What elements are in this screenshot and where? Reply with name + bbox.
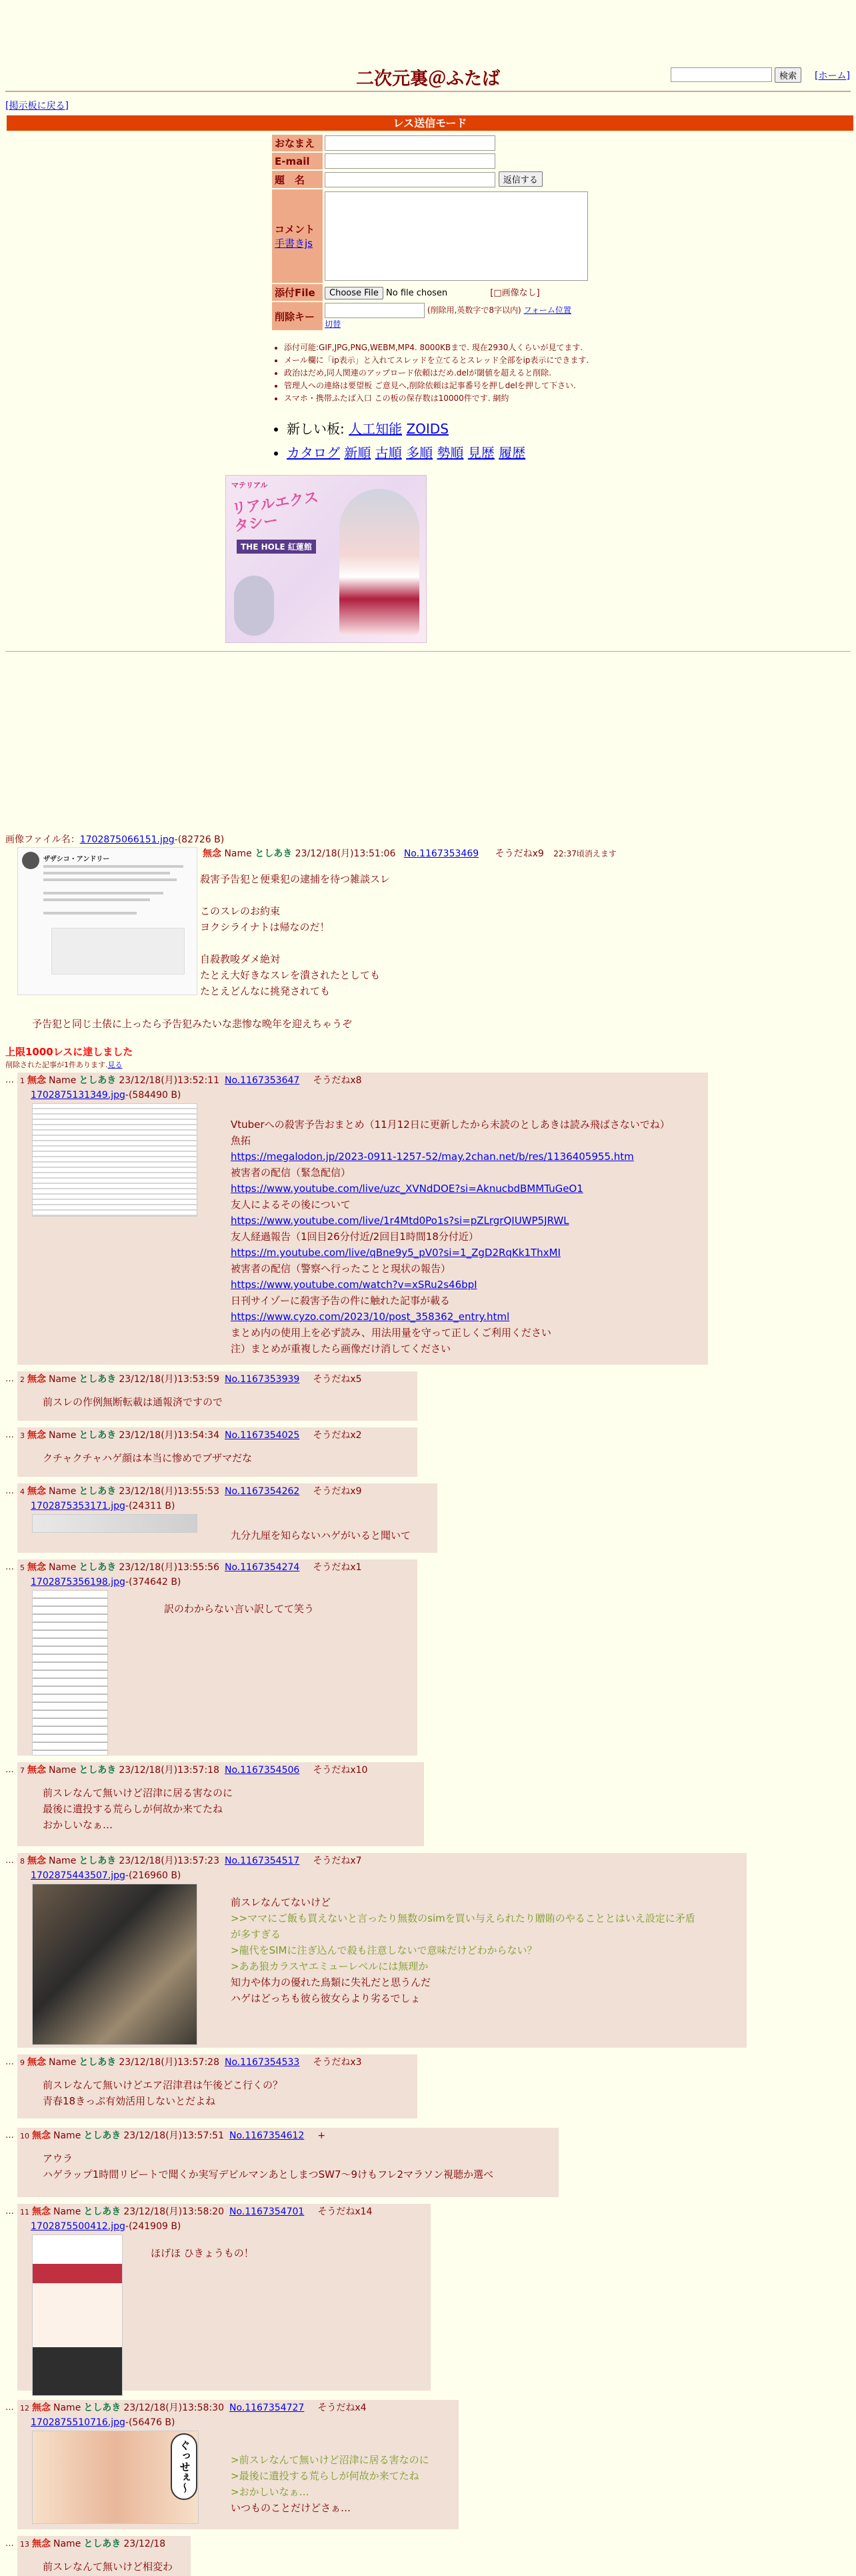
post-number[interactable]: No.1167354517 — [225, 1856, 300, 1866]
reply-index: 9 — [20, 2058, 25, 2067]
post-form — [271, 133, 590, 332]
reply-post — [17, 1371, 417, 1421]
reply-header — [20, 2401, 367, 2415]
reply-indent: … — [5, 2403, 14, 2413]
reply-body — [164, 1601, 314, 1617]
name-label: Name — [53, 2539, 81, 2549]
op-header — [203, 847, 617, 860]
soudane-button[interactable]: そうだねx5 — [313, 1374, 362, 1385]
reply-line: Vtuberへの殺害予告おまとめ（11月12日に更新したから未読のとしあきは読み飛ばさないでね） — [231, 1119, 670, 1131]
reply-post — [17, 1559, 417, 1756]
name-label: Name — [49, 1562, 77, 1573]
nav-momentum[interactable]: 勢順 — [437, 445, 464, 461]
reply-url-link[interactable]: https://m.youtube.com/live/qBne9y5_pV0?si=1_ZgD2RqKk1ThxMI — [231, 1247, 561, 1259]
reply-post — [17, 1762, 424, 1846]
reply-indent: … — [5, 1856, 14, 1866]
reply-post — [17, 2054, 417, 2118]
reply-file-size: -(241909 B) — [125, 2221, 181, 2232]
reply-body — [231, 2452, 429, 2516]
nav-history[interactable]: 履歴 — [499, 445, 526, 461]
delete-key-note: (削除用,英数字で8字以内) — [427, 305, 521, 315]
file-label: 添付File — [272, 284, 323, 301]
reply-post — [17, 2204, 431, 2391]
email-label: E-mail — [272, 153, 323, 169]
nav-oldest[interactable]: 古順 — [375, 445, 402, 461]
choose-file-button[interactable]: Choose File — [325, 287, 383, 299]
reply-line: 青春18きっぷ有効活用しないとだよね — [43, 2095, 216, 2107]
post-date: 23/12/18(月)13:52:11 — [119, 1075, 219, 1086]
post-number[interactable]: No.1167354025 — [225, 1430, 300, 1441]
post-date: 23/12/18(月)13:57:23 — [119, 1856, 219, 1866]
post-author: としあき — [79, 1486, 117, 1497]
reply-body — [151, 2245, 254, 2261]
op-file-link[interactable]: 1702875066151.jpg — [79, 834, 175, 845]
nav-viewed[interactable]: 見歴 — [467, 445, 495, 461]
reply-line: クチャクチャハゲ顔は本当に惨めでブザマだな — [43, 1452, 253, 1464]
subject-input[interactable] — [325, 172, 495, 187]
post-number[interactable]: No.1167354262 — [225, 1486, 300, 1497]
rule-item: • 添付可能:GIF,JPG,PNG,WEBM,MP4. 8000KBまで. 現在2930人くらいが見てます. — [284, 342, 589, 354]
op-line: たとえどんなに挑発されても — [200, 985, 331, 997]
reply-line: 友人経過報告（1回目26分付近/2回目1時間18分付近） — [231, 1231, 479, 1243]
post-subject: 無念 — [27, 1562, 46, 1573]
post-date: 23/12/18 — [123, 2539, 166, 2549]
nav-most[interactable]: 多順 — [406, 445, 433, 461]
op-line: 殺害予告犯と便乗犯の逮捕を待つ雑談スレ — [200, 873, 391, 885]
post-date: 23/12/18(月)13:55:56 — [119, 1562, 219, 1573]
quote-line: >前スレなんて無いけど沼津に居る害なのに — [231, 2454, 429, 2466]
reply-line: ハゲはどっちも彼ら彼女らより劣るでしょ — [231, 1992, 421, 2004]
post-author: としあき — [79, 1075, 117, 1086]
reply-file-info — [31, 1499, 175, 1513]
name-label: Name — [53, 2206, 81, 2217]
soudane-button[interactable]: そうだねx1 — [313, 1562, 362, 1573]
post-number[interactable]: No.1167353469 — [403, 848, 479, 859]
reply-line: 前スレなんて無いけど相変わ — [43, 2561, 173, 2573]
name-label: Name — [49, 1430, 77, 1441]
op-trailing-line: 予告犯と同じ土俵に上ったら予告犯みたいな悲惨な晩年を迎えちゃうぞ — [32, 1018, 353, 1030]
soudane-button[interactable]: そうだねx2 — [313, 1430, 362, 1441]
reply-body — [43, 1450, 252, 1466]
reply-url-link[interactable]: https://www.youtube.com/live/uzc_XVNdDOE?si=AknucbdBMMTuGeO1 — [231, 1183, 583, 1195]
reply-file-link[interactable]: 1702875500412.jpg — [31, 2221, 125, 2232]
reply-indent: … — [5, 2539, 14, 2549]
name-label: Name — [53, 2403, 81, 2413]
board-rules — [273, 342, 589, 405]
reply-index: 1 — [20, 1077, 25, 1085]
ad-tag: マテリアル — [231, 481, 268, 490]
reply-line: 友人によるその後について — [231, 1199, 351, 1211]
post-subject: 無念 — [27, 1075, 46, 1086]
reply-line: 九分九厘を知らないハゲがいると聞いて — [231, 1529, 411, 1541]
post-number[interactable]: No.1167354701 — [229, 2206, 305, 2217]
reply-indent: … — [5, 2130, 14, 2140]
reply-body — [43, 2559, 173, 2575]
post-date: 23/12/18(月)13:54:34 — [119, 1430, 219, 1441]
reply-post — [17, 1427, 417, 1477]
post-subject: 無念 — [203, 848, 221, 859]
divider — [5, 91, 851, 92]
reply-index: 12 — [20, 2404, 29, 2413]
post-number[interactable]: No.1167354727 — [229, 2403, 305, 2413]
reply-post — [17, 1853, 747, 2048]
ad-product — [234, 576, 274, 636]
rule-item: • スマホ・携帯ふたば入口 この板の保存数は10000件です. 網約 — [284, 392, 589, 405]
reply-line: アウラ — [43, 2152, 73, 2164]
reply-body — [231, 1527, 411, 1543]
reply-post — [17, 1483, 437, 1553]
subject-label: 題 名 — [272, 171, 323, 188]
reply-index: 10 — [20, 2132, 29, 2140]
quote-line: が多すぎる — [231, 1928, 281, 1940]
post-subject: 無念 — [27, 1374, 46, 1385]
ad-logo: リアルエクスタシー — [231, 489, 320, 536]
op-file-info — [5, 832, 224, 846]
name-label: Name — [49, 2057, 77, 2068]
reply-line: 知力や体力の優れた鳥類に失礼だと思うんだ — [231, 1976, 431, 1988]
soudane-button[interactable]: そうだねx9 — [495, 848, 544, 859]
name-label: Name — [49, 1075, 77, 1086]
divider — [5, 651, 851, 652]
reply-body — [43, 1394, 223, 1410]
reply-line: ほげほ ひきょうもの！ — [151, 2247, 254, 2259]
submit-reply-button[interactable]: 返信する — [499, 171, 543, 187]
quote-line: >ああ狼カラスヤエミューレベルには無理か — [231, 1960, 429, 1972]
name-label: Name — [49, 1765, 77, 1776]
reply-indent: … — [5, 1430, 14, 1440]
reply-file-link[interactable]: 1702875443507.jpg — [31, 1870, 125, 1881]
op-file-label: 画像ファイル名： — [5, 834, 80, 845]
reply-index: 3 — [20, 1431, 25, 1440]
reply-indent: … — [5, 1562, 14, 1572]
reply-indent: … — [5, 1486, 14, 1496]
post-number[interactable]: No.1167353647 — [225, 1075, 300, 1086]
reply-header — [20, 2205, 372, 2219]
reply-image[interactable] — [32, 1590, 108, 1756]
rule-item: • 政治はだめ,同人関連のアップロード依頼はだめ.delが閾値を超えると削除. — [284, 367, 589, 380]
post-number[interactable]: No.1167354274 — [225, 1562, 300, 1573]
reply-file-size: -(56476 B) — [125, 2417, 175, 2428]
post-subject: 無念 — [27, 2057, 46, 2068]
back-to-board-link[interactable]: [掲示板に戻る] — [5, 101, 69, 111]
reply-header — [20, 1074, 362, 1088]
reply-index: 2 — [20, 1375, 25, 1384]
name-label: Name — [49, 1374, 77, 1385]
reply-file-link[interactable]: 1702875131349.jpg — [31, 1090, 125, 1101]
reply-file-info — [31, 1575, 181, 1589]
soudane-button[interactable]: そうだねx9 — [313, 1486, 362, 1497]
reply-header — [20, 2129, 325, 2143]
op-file-size: -(82726 B) — [174, 834, 225, 845]
post-number[interactable]: No.1167354612 — [229, 2130, 305, 2141]
reply-line: いつものことだけどさぁ… — [231, 2502, 351, 2514]
reply-mode-bar: レス送信モード — [7, 115, 853, 131]
post-date: 23/12/18(月)13:57:18 — [119, 1765, 219, 1776]
quote-line: >最後に遺投する荒らしが何故か来てたね — [231, 2470, 419, 2482]
reply-line: 前スレの作例無断転載は通報済ですので — [43, 1396, 223, 1408]
new-boards-label: 新しい板: — [287, 421, 345, 437]
post-author: としあき — [79, 1430, 117, 1441]
reply-file-info — [31, 1089, 181, 1102]
soudane-button[interactable]: そうだねx3 — [313, 2057, 362, 2068]
reply-url-link[interactable]: https://www.youtube.com/live/1r4Mtd0Po1s?si=pZLrgrQIUWP5JRWL — [231, 1215, 569, 1227]
reply-post — [17, 1073, 708, 1365]
post-date: 23/12/18(月)13:58:30 — [123, 2403, 224, 2413]
form-position-link[interactable]: フォーム位置 — [523, 305, 571, 315]
nav-newest[interactable]: 新順 — [344, 445, 371, 461]
ad-banner[interactable] — [225, 475, 427, 643]
reply-index: 11 — [20, 2208, 29, 2216]
post-author: としあき — [79, 1856, 117, 1866]
post-date: 23/12/18(月)13:51:06 — [295, 848, 396, 859]
reply-line: 魚拓 — [231, 1135, 251, 1147]
switch-link[interactable]: 切替 — [325, 319, 341, 329]
reply-header — [20, 1561, 362, 1575]
quote-line: >おかしいなぁ… — [231, 2486, 309, 2498]
post-author: としあき — [79, 1374, 117, 1385]
post-date: 23/12/18(月)13:57:51 — [123, 2130, 224, 2141]
quote-line: >龍代をSIMに注ぎ込んで殺も注意しないで意味だけどわからない？ — [231, 1944, 537, 1956]
reply-url-link[interactable]: https://www.youtube.com/watch?v=xSRu2s46bpI — [231, 1279, 477, 1291]
reply-indent: … — [5, 1765, 14, 1775]
reply-url-link[interactable]: https://megalodon.jp/2023-0911-1257-52/may.2chan.net/b/res/1136405955.htm — [231, 1151, 634, 1163]
soudane-button[interactable]: そうだねx10 — [313, 1765, 368, 1776]
reply-file-size: -(216960 B) — [125, 1870, 181, 1881]
post-author: としあき — [79, 1562, 117, 1573]
board-link-ai[interactable]: 人工知能 — [349, 421, 403, 437]
post-subject: 無念 — [27, 1856, 46, 1866]
reply-index: 5 — [20, 1563, 25, 1572]
reply-image[interactable] — [32, 1103, 197, 1217]
rule-item: • 管理人への連絡は要望板 ご意見へ,削除依頼は記事番号を押しdelを押して下さい. — [284, 380, 589, 392]
post-author: としあき — [83, 2539, 121, 2549]
reply-header — [20, 2056, 362, 2070]
reply-file-size: -(584490 B) — [125, 1090, 181, 1101]
delete-key-input[interactable] — [325, 303, 425, 318]
reply-line: ハゲラップ1時間リピートで聞くか実写デビルマンあとしまつSW7〜9けもフレ2マラソン視聴か選べ — [43, 2168, 494, 2180]
reply-body — [43, 2077, 283, 2109]
reply-body — [43, 1785, 233, 1833]
speech-bubble: ぐっせぇ〜 — [171, 2433, 197, 2500]
soudane-button[interactable]: + — [317, 2130, 326, 2141]
soudane-button[interactable]: そうだねx7 — [313, 1856, 362, 1866]
reply-url-link[interactable]: https://www.cyzo.com/2023/10/post_358362_entry.html — [231, 1311, 510, 1323]
post-date: 23/12/18(月)13:58:20 — [123, 2206, 224, 2217]
board-link-zoids[interactable]: ZOIDS — [406, 421, 449, 437]
post-author: としあき — [83, 2403, 121, 2413]
reply-post — [17, 2536, 191, 2576]
reply-header — [20, 1429, 362, 1443]
reply-line: おかしいなぁ… — [43, 1819, 113, 1831]
comment-label: コメント — [275, 223, 315, 235]
reply-body — [43, 2150, 493, 2182]
reply-line: まとめ内の使用上を必ず読み、用法用量を守って正しくご利用ください — [231, 1327, 551, 1339]
name-input[interactable] — [325, 135, 495, 151]
reply-line: 前スレなんてないけど — [231, 1896, 331, 1908]
soudane-button[interactable]: そうだねx8 — [313, 1075, 362, 1086]
name-label: おなまえ — [272, 135, 323, 151]
post-number[interactable]: No.1167354533 — [225, 2057, 300, 2068]
reply-index: 4 — [20, 1487, 25, 1496]
reply-image[interactable] — [32, 2234, 123, 2396]
nav-catalog[interactable]: カタログ — [287, 445, 340, 461]
reply-indent: … — [5, 1075, 14, 1085]
reply-header — [20, 1854, 362, 1868]
file-status: No file chosen — [386, 288, 448, 298]
post-subject: 無念 — [32, 2130, 51, 2141]
comment-textarea[interactable] — [325, 191, 588, 281]
post-author: としあき — [79, 1765, 117, 1776]
reply-line: 被害者の配信（緊急配信） — [231, 1167, 351, 1179]
delete-key-label: 削除キー — [272, 302, 323, 330]
op-line: このスレのお約束 — [200, 905, 281, 917]
reply-file-size: -(374642 B) — [125, 1577, 181, 1587]
ad-subtitle: THE HOLE 紅蓮館 — [237, 540, 316, 554]
show-deleted-link[interactable]: 見る — [107, 1061, 123, 1069]
reply-image[interactable] — [32, 1514, 197, 1533]
post-subject: 無念 — [32, 2403, 51, 2413]
quote-line: >>ママにご飯も買えないと言ったり無数のsimを買い与えられたり贈賄のやることとはいえ設定に矛盾 — [231, 1912, 695, 1924]
rule-item: • メール欄に「ip表示」と入れてスレッドを立てるとスレッド全部をip表示にできます. — [284, 354, 589, 367]
handwrite-link[interactable]: 手書きjs — [275, 237, 313, 249]
search-button[interactable]: 検索 — [775, 67, 801, 83]
reply-file-info — [31, 1869, 181, 1882]
reply-post — [17, 2400, 459, 2529]
name-label: Name — [49, 1856, 77, 1866]
post-author: としあき — [83, 2206, 121, 2217]
reply-index: 8 — [20, 1857, 25, 1866]
ad-character — [339, 489, 419, 636]
board-title: 二次元裏＠ふたば — [356, 69, 500, 89]
reply-line: 最後に遺投する荒らしが何故か来てたね — [43, 1803, 223, 1815]
home-link[interactable]: [ホーム] — [815, 71, 850, 81]
op-line: ヨクシライナトは帰なのだ！ — [200, 921, 330, 933]
reply-post — [17, 2128, 559, 2197]
post-number[interactable]: No.1167353939 — [225, 1374, 300, 1385]
avatar — [22, 852, 39, 869]
op-image[interactable] — [17, 847, 197, 995]
op-line: 自殺教唆ダメ絶対 — [200, 953, 281, 965]
post-subject: 無念 — [27, 1486, 46, 1497]
board-links — [273, 419, 525, 463]
reply-indent: … — [5, 2206, 14, 2216]
post-date: 23/12/18(月)13:53:59 — [119, 1374, 219, 1385]
op-image-caption: ザザシコ・アンドリー — [43, 856, 110, 863]
name-label: Name — [49, 1486, 77, 1497]
name-label: Name — [224, 848, 252, 859]
email-input[interactable] — [325, 153, 495, 169]
reply-indent: … — [5, 1374, 14, 1384]
reply-line: 被害者の配信（警察へ行ったことと現状の報告） — [231, 1263, 451, 1275]
expire-time: 22:37頃消えます — [553, 849, 617, 858]
reply-file-size: -(24311 B) — [125, 1501, 175, 1511]
reply-line: 前スレなんて無いけどエア沼津君は午後どこ行くの？ — [43, 2079, 283, 2091]
post-number[interactable]: No.1167354506 — [225, 1765, 300, 1776]
reply-header — [20, 1373, 362, 1387]
reply-index: 13 — [20, 2540, 29, 2549]
op-line: たとえ大好きなスレを潰されたとしても — [200, 969, 381, 981]
post-date: 23/12/18(月)13:57:28 — [119, 2057, 219, 2068]
reply-header — [20, 2537, 184, 2551]
deleted-notice: 削除された記事が1件あります.見る — [5, 1061, 123, 1069]
reply-file-info — [31, 2416, 175, 2429]
reply-file-link[interactable]: 1702875353171.jpg — [31, 1501, 125, 1511]
post-subject: 無念 — [27, 1765, 46, 1776]
post-author: としあき — [83, 2130, 121, 2141]
name-label: Name — [53, 2130, 81, 2141]
reply-indent: … — [5, 2057, 14, 2067]
reply-body — [231, 1894, 695, 2006]
reply-line: 日刊サイゾーに殺害予告の件に触れた記事が載る — [231, 1295, 450, 1307]
reply-file-info — [31, 2220, 181, 2233]
reply-header — [20, 1485, 362, 1499]
op-body — [200, 871, 390, 999]
reply-limit-notice: 上限1000レスに達しました — [5, 1046, 133, 1058]
reply-line: 前スレなんて無いけど沼津に居る害なのに — [43, 1787, 233, 1799]
post-subject: 無念 — [32, 2206, 51, 2217]
no-image-checkbox[interactable]: [□画像なし] — [490, 288, 540, 298]
reply-file-link[interactable]: 1702875510716.jpg — [31, 2417, 125, 2428]
reply-header — [20, 1764, 367, 1778]
reply-line: 注）まとめが重複したら画像だけ消してください — [231, 1343, 451, 1355]
post-subject: 無念 — [27, 1430, 46, 1441]
soudane-button[interactable]: そうだねx14 — [317, 2206, 373, 2217]
reply-body — [231, 1117, 670, 1357]
post-date: 23/12/18(月)13:55:53 — [119, 1486, 219, 1497]
post-author: としあき — [255, 848, 293, 859]
post-subject: 無念 — [32, 2539, 51, 2549]
soudane-button[interactable]: そうだねx4 — [317, 2403, 367, 2413]
reply-index: 7 — [20, 1766, 25, 1775]
reply-file-link[interactable]: 1702875356198.jpg — [31, 1577, 125, 1587]
reply-line: 訳のわからない言い訳してて笑う — [164, 1603, 315, 1615]
reply-image[interactable] — [32, 1884, 197, 2045]
post-author: としあき — [79, 2057, 117, 2068]
